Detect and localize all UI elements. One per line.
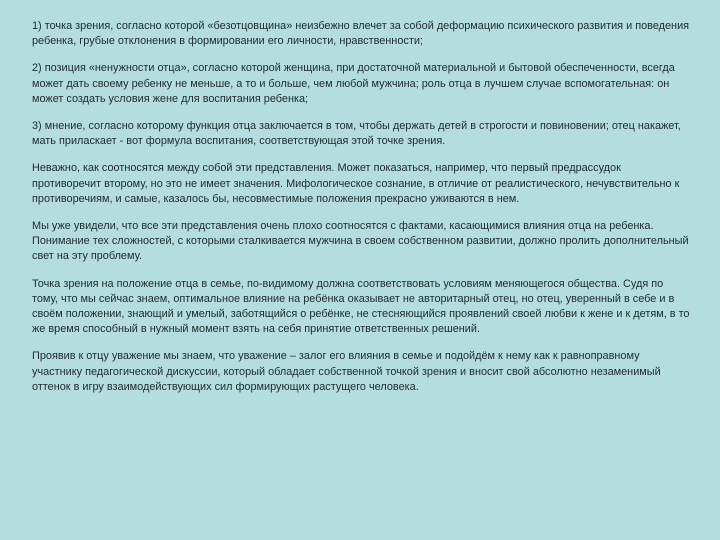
- slide-body: [32, 19, 692, 407]
- paragraph-respect: Проявив к отцу уважение мы знаем, что уважение – залог его влияния в семье и подойдём к нему как к равноправному участнику педагогической дискуссии, который обладает собственной точкой зрения и вносит свой абсолютно незаменимый оттенок в игру взаимодействующих сил формирующих растущего человека.: [32, 350, 661, 393]
- paragraph-point-3: 3) мнение, согласно которому функция отца заключается в том, чтобы держать детей в строгости и повиновении; отец накажет, мать приласкает - вот формула воспитания, соответствующая этой точке зрения.: [32, 120, 681, 148]
- paragraph-point-1: 1) точка зрения, согласно которой «безотцовщина» неизбежно влечет за собой деформацию психического развития и поведения ребенка, грубые отклонения в формировании его личности, нравственности;: [32, 20, 690, 48]
- paragraph-facts: Мы уже увидели, что все эти представления очень плохо соотносятся с фактами, касающимися влияния отца на ребенка. Понимание тех сложностей, с которыми сталкивается мужчина в своем собственном развитии, должно пролить дополнительный свет на эту проблему.: [32, 220, 689, 263]
- paragraph-point-2: 2) позиция «ненужности отца», согласно которой женщина, при достаточной материальной и бытовой обеспеченности, всегда может дать своему ребенку не меньше, а то и больше, чем любой мужчина; роль отца в лучшем случае вспомогательная: он может создать условия жене для воспитания ребенка;: [32, 62, 675, 105]
- paragraph-contradictions: Неважно, как соотносятся между собой эти представления. Может показаться, например, что первый предрассудок противоречит второму, но это не имеет значения. Мифологическое сознание, в отличие от реалистического, нечувствительно к противоречиям, и самые, казалось бы, несовместимые положения прекрасно уживаются в нем.: [32, 162, 680, 205]
- paragraph-father-position: Точка зрения на положение отца в семье, по-видимому должна соответствовать условиям меняющегося общества. Судя по тому, что мы сейчас знаем, оптимальное влияние на ребёнка оказывает не авторитарный отец, но отец, уверенный в себе и в своём положении, знающий и умелый, заботящийся о ребёнке, не стесняющийся проявлений своей любви к жене и к детям, в то же время способный в нужный момент взять на себя принятие ответственных решений.: [32, 277, 690, 336]
